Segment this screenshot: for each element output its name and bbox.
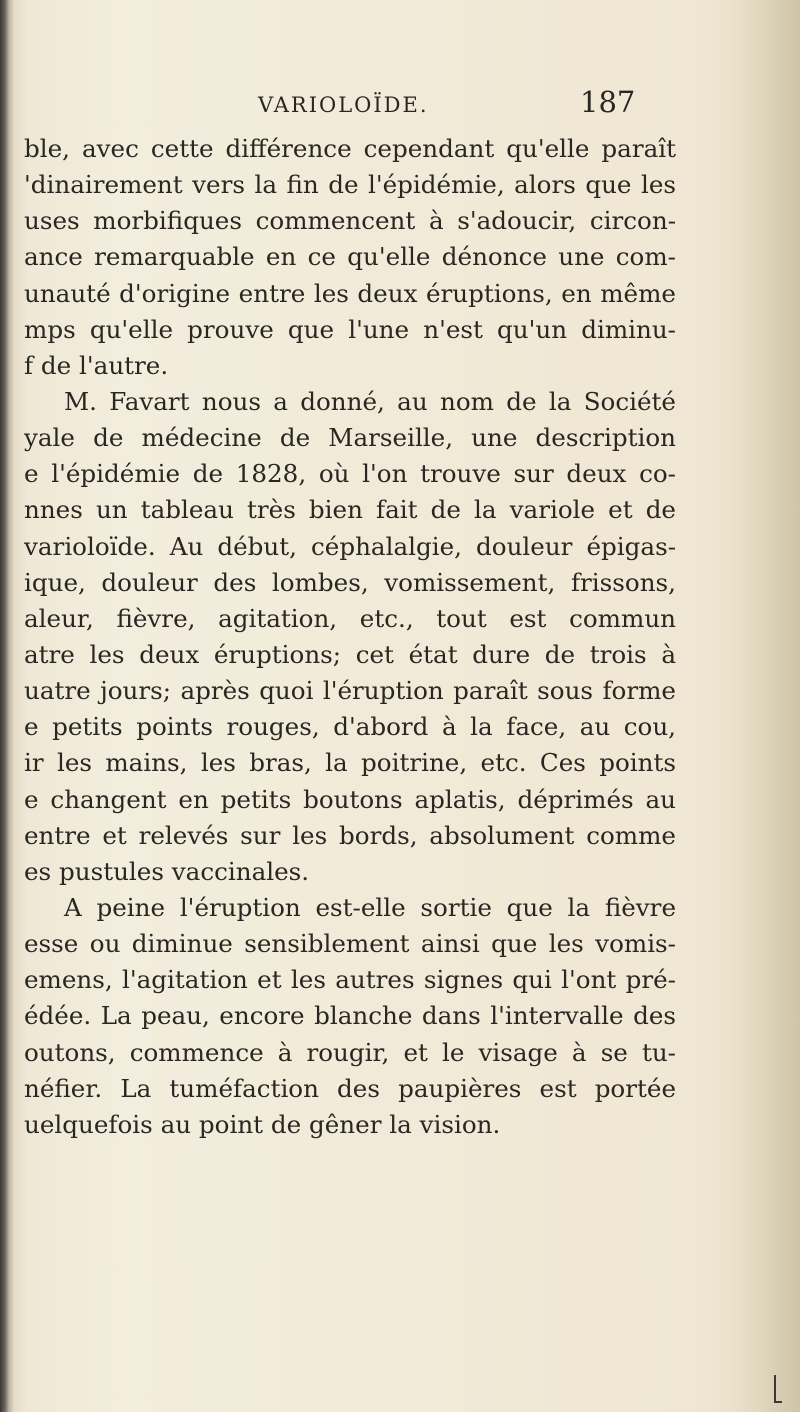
text-line: es pustules vaccinales. — [24, 856, 310, 886]
text-line: emens, l'agitation et les autres signes qui l'ont pré- — [24, 965, 676, 995]
text-line: uses morbifiques commencent à s'adoucir, circon- — [24, 206, 676, 236]
binding-gutter — [0, 0, 14, 1412]
text-line: ance remarquable en ce qu'elle dénonce une com- — [24, 242, 676, 272]
text-line: mps qu'elle prouve que l'une n'est qu'un diminu- — [24, 314, 676, 344]
text-line: varioloïde. Au début, céphalalgie, douleur épigas- — [24, 531, 676, 561]
text-line: e changent en petits boutons aplatis, déprimés au — [24, 784, 676, 814]
text-line: aleur, fièvre, agitation, etc., tout est commun — [24, 603, 676, 633]
text-line: M. Favart nous a donné, au nom de la Société — [64, 386, 676, 416]
page-edge-shadow — [740, 0, 800, 1412]
text-line: unauté d'origine entre les deux éruptions, en même — [24, 278, 676, 308]
text-line: ble, avec cette différence cependant qu'elle paraît — [24, 134, 676, 163]
text-line: néfier. La tuméfaction des paupières est portée — [24, 1073, 676, 1103]
body-text — [24, 131, 676, 1143]
page-header — [0, 85, 800, 125]
text-line: e l'épidémie de 1828, où l'on trouve sur deux co- — [24, 459, 676, 489]
text-line: esse ou diminue sensiblement ainsi que les vomis- — [24, 929, 676, 959]
text-line: f de l'autre. — [24, 350, 169, 380]
page-corner-mark — [774, 1375, 782, 1403]
text-line: A peine l'éruption est-elle sortie que la fièvre — [64, 892, 676, 922]
text-line: uelquefois au point de gêner la vision. — [24, 1109, 501, 1139]
text-line: ique, douleur des lombes, vomissement, frissons, — [24, 567, 676, 597]
text-line: yale de médecine de Marseille, une description — [24, 423, 676, 453]
text-line: ir les mains, les bras, la poitrine, etc. Ces points — [24, 748, 676, 778]
running-head: VARIOLOÏDE. — [258, 93, 429, 117]
text-line: uatre jours; après quoi l'éruption paraît sous forme — [24, 676, 676, 706]
text-line: édée. La peau, encore blanche dans l'intervalle des — [24, 1001, 676, 1031]
page-number: 187 — [580, 85, 636, 119]
text-line: e petits points rouges, d'abord à la face, au cou, — [24, 712, 676, 742]
text-line: nnes un tableau très bien fait de la variole et de — [24, 495, 676, 525]
text-line: entre et relevés sur les bords, absolument comme — [24, 820, 676, 850]
text-line: 'dinairement vers la fin de l'épidémie, alors que les — [24, 170, 676, 200]
text-line: atre les deux éruptions; cet état dure de trois à — [24, 639, 676, 669]
text-line: outons, commence à rougir, et le visage à se tu- — [24, 1037, 676, 1067]
